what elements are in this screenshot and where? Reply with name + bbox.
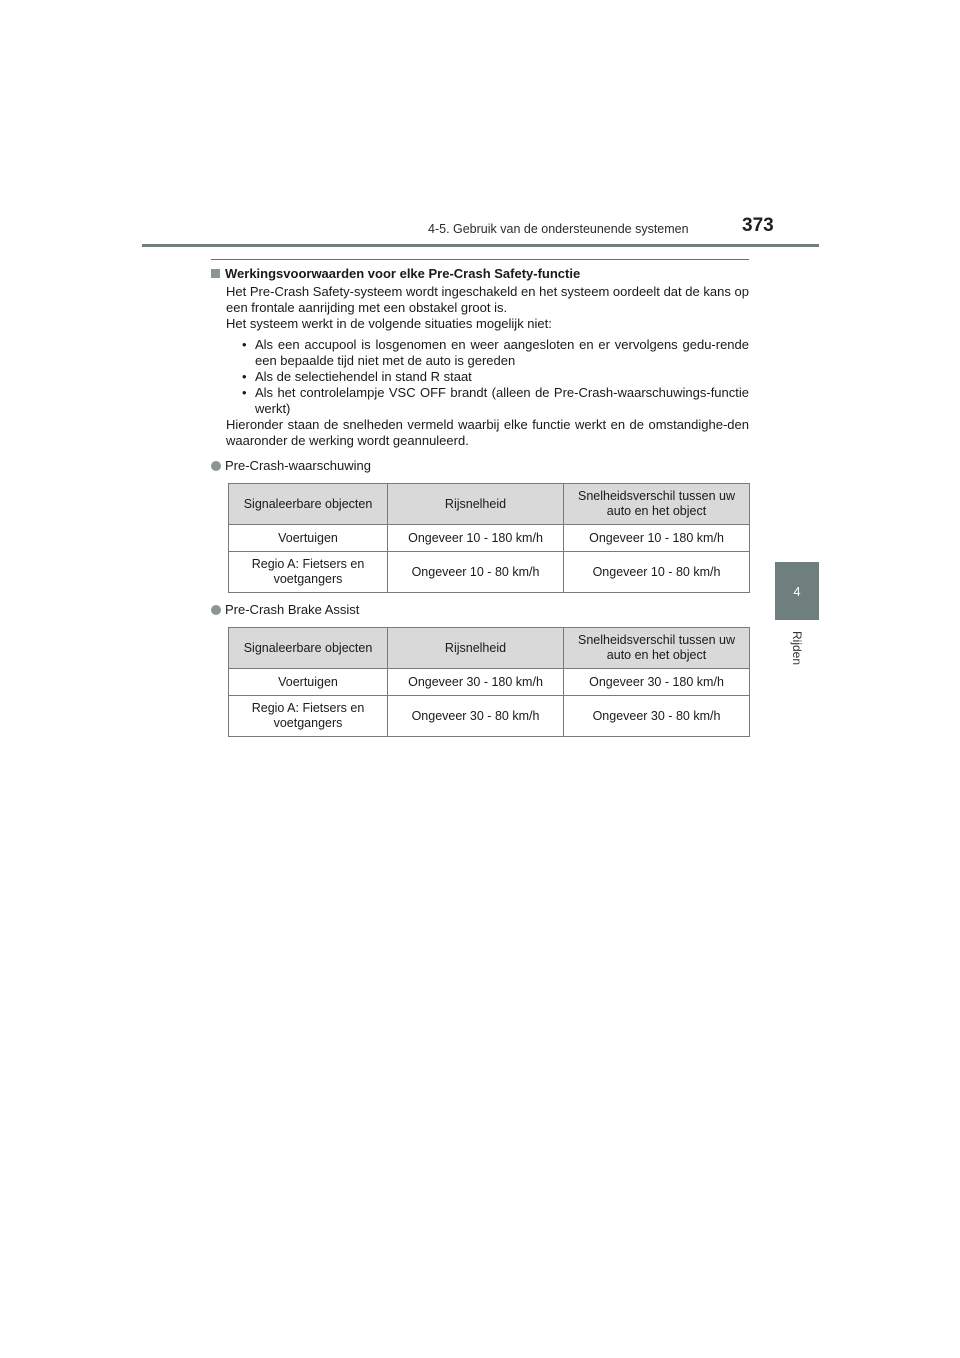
table-cell: Regio A: Fietsers en voetgangers <box>229 696 388 737</box>
chapter-tab <box>775 562 819 620</box>
table2-title-text: Pre-Crash Brake Assist <box>225 602 360 617</box>
conditions-intro: Het systeem werkt in de volgende situaties mogelijk niet: <box>226 316 552 331</box>
list-item: • Als de selectiehendel in stand R staat <box>240 369 749 385</box>
page-number: 373 <box>742 215 774 236</box>
table-cell: Ongeveer 10 - 80 km/h <box>388 552 564 593</box>
table-header-cell: Signaleerbare objecten <box>229 484 388 525</box>
speeds-paragraph: Hieronder staan de snelheden vermeld waarbij elke functie werkt en de omstandighe-den waaronder de werking wordt geannuleerd. <box>226 417 749 448</box>
section-heading-text: Werkingsvoorwaarden voor elke Pre-Crash Safety-functie <box>225 266 581 281</box>
table-row <box>229 669 750 696</box>
list-item: • Als een accupool is losgenomen en weer aangesloten en er vervolgens gedu-rende een bepaalde tijd niet met de auto is gereden <box>240 337 749 369</box>
circle-bullet-icon <box>211 461 221 471</box>
list-item: • Als het controlelampje VSC OFF brandt (alleen de Pre-Crash-waarschuwings-functie werkt) <box>240 385 749 417</box>
table-cell: Voertuigen <box>229 669 388 696</box>
pre-crash-warning-table <box>228 483 750 593</box>
table-row <box>229 552 750 593</box>
table2-title <box>211 602 749 618</box>
chapter-label: Rijden <box>790 630 804 666</box>
circle-bullet-icon <box>211 605 221 615</box>
table-header-cell: Signaleerbare objecten <box>229 628 388 669</box>
chapter-number: 4 <box>793 583 801 599</box>
table-header-cell: Rijsnelheid <box>388 484 564 525</box>
table-cell: Voertuigen <box>229 525 388 552</box>
table-cell: Regio A: Fietsers en voetgangers <box>229 552 388 593</box>
table1-title-text: Pre-Crash-waarschuwing <box>225 458 371 473</box>
table-cell: Ongeveer 10 - 180 km/h <box>564 525 750 552</box>
table-cell: Ongeveer 30 - 180 km/h <box>564 669 750 696</box>
section-body <box>211 284 749 449</box>
table1-title <box>211 458 749 474</box>
pre-crash-brake-assist-table <box>228 627 750 737</box>
page-content <box>211 266 749 737</box>
square-bullet-icon <box>211 269 220 278</box>
running-header-title: 4-5. Gebruik van de ondersteunende systemen <box>428 222 689 236</box>
table-cell: Ongeveer 30 - 180 km/h <box>388 669 564 696</box>
table-cell: Ongeveer 30 - 80 km/h <box>564 696 750 737</box>
table-header-cell: Snelheidsverschil tussen uw auto en het object <box>564 484 750 525</box>
section-divider <box>211 259 749 260</box>
table-cell: Ongeveer 30 - 80 km/h <box>388 696 564 737</box>
table-header-row <box>229 628 750 669</box>
table-cell: Ongeveer 10 - 80 km/h <box>564 552 750 593</box>
table-cell: Ongeveer 10 - 180 km/h <box>388 525 564 552</box>
conditions-list <box>226 337 749 417</box>
table-row <box>229 525 750 552</box>
table-header-cell: Rijsnelheid <box>388 628 564 669</box>
header-divider <box>142 244 819 247</box>
section-heading <box>211 266 749 282</box>
table-header-cell: Snelheidsverschil tussen uw auto en het object <box>564 628 750 669</box>
table-row <box>229 696 750 737</box>
table-header-row <box>229 484 750 525</box>
intro-paragraph: Het Pre-Crash Safety-systeem wordt ingeschakeld en het systeem oordeelt dat de kans op een frontale aanrijding met een obstakel groot is. <box>226 284 749 315</box>
